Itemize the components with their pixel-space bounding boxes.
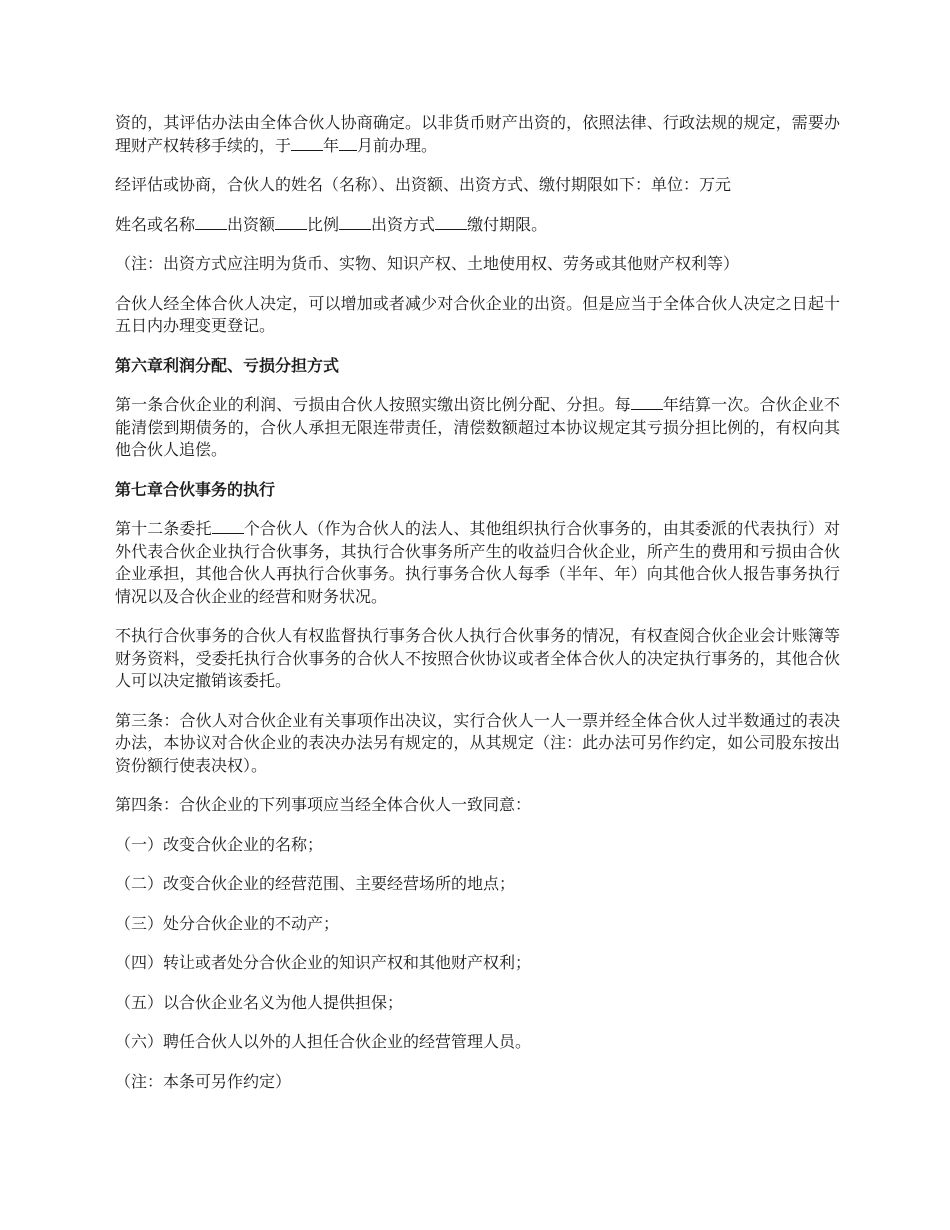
paragraph-contribution-fields: 姓名或名称 出资额 比例 出资方式 缴付期限。: [115, 214, 548, 234]
paragraph-contribution-note: （注：出资方式应注明为货币、实物、知识产权、土地使用权、劳务或其他财产权利等）: [115, 254, 740, 273]
paragraph-supervision: 不执行合伙事务的合伙人有权监督执行事务合伙人执行合伙事务的情况，有权查阅合伙企业会计账簿等财务资料，受委托执行合伙事务的合伙人不按照合伙协议或者全体合伙人的决定执行事务的，其他合伙人可以决定撤销该委托。: [115, 626, 840, 690]
paragraph-article-12: 第十二条委托 个合伙人（作为合伙人的法人、其他组织执行合伙事务的，由其委派的代表执行）对外代表合伙企业执行合伙事务，其执行合伙事务所产生的收益归合伙企业，所产生的费用和亏损由合伙企业承担，其他合伙人再执行合伙事务。执行事务合伙人每季（半年、年）向其他合伙人报告事务执行情况以及合伙企业的经营和财务状况。: [115, 519, 840, 606]
blank-year: [291, 136, 323, 151]
paragraph-profit-distribution: 第一条合伙企业的利润、亏损由合伙人按照实缴出资比例分配、分担。每 年结算一次。合伙企业不能清偿到期债务的，合伙人承担无限连带责任，清偿数额超过本协议规定其亏损分担比例的，有权向其他合伙人追偿。: [115, 395, 840, 459]
heading-chapter-6: 第六章利润分配、亏损分担方式: [115, 355, 340, 375]
paragraph-contribution-intro: 经评估或协商，合伙人的姓名（名称）、出资额、出资方式、缴付期限如下：单位：万元: [115, 175, 732, 194]
paragraph-final-note: （注：本条可另作约定）: [115, 1071, 292, 1091]
list-item: （一）改变合伙企业的名称；: [115, 834, 324, 854]
list-item: （三）处分合伙企业的不动产；: [115, 913, 340, 933]
list-item: （二）改变合伙企业的经营范围、主要经营场所的地点；: [115, 874, 516, 893]
paragraph-article-4: 第四条：合伙企业的下列事项应当经全体合伙人一致同意：: [115, 795, 532, 814]
heading-chapter-7: 第七章合伙事务的执行: [115, 479, 276, 499]
list-item: （五）以合伙企业名义为他人提供担保；: [115, 992, 404, 1012]
list-item: （六）聘任合伙人以外的人担任合伙企业的经营管理人员。: [115, 1032, 532, 1051]
paragraph-valuation: 资的，其评估办法由全体合伙人协商确定。以非货币财产出资的，依照法律、行政法规的规定，需要办理财产权转移手续的，于 年 月前办理。: [115, 113, 840, 155]
list-item: （四）转让或者处分合伙企业的知识产权和其他财产权利；: [115, 953, 532, 972]
paragraph-article-3: 第三条：合伙人对合伙企业有关事项作出决议，实行合伙人一人一票并经全体合伙人过半数通过的表决办法，本协议对合伙企业的表决办法另有规定的，从其规定（注：此办法可另作约定，如公司股东按出资份额行使表决权）。: [115, 710, 840, 775]
blank-month: [339, 136, 357, 151]
paragraph-contribution-change: 合伙人经全体合伙人决定，可以增加或者减少对合伙企业的出资。但是应当于全体合伙人决定之日起十五日内办理变更登记。: [115, 293, 840, 335]
document-page: [115, 112, 840, 1110]
